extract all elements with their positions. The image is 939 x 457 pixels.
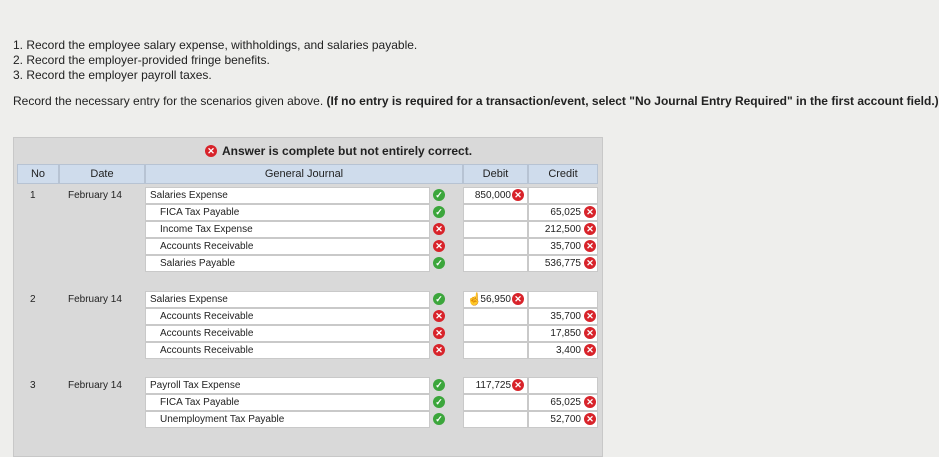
account-field[interactable]: FICA Tax Payable	[145, 204, 430, 221]
entry-number: 2	[30, 294, 36, 305]
incorrect-icon: ✕	[584, 310, 596, 322]
entry-number: 1	[30, 190, 36, 201]
incorrect-icon: ✕	[512, 189, 524, 201]
credit-field[interactable]: 65,025	[528, 394, 598, 411]
account-field[interactable]: Unemployment Tax Payable	[145, 411, 430, 428]
debit-field[interactable]	[463, 411, 528, 428]
account-field[interactable]: Accounts Receivable	[145, 238, 430, 255]
account-field[interactable]: Income Tax Expense	[145, 221, 430, 238]
correct-icon: ✓	[433, 206, 445, 218]
account-field[interactable]: Accounts Receivable	[145, 325, 430, 342]
col-header-no: No	[17, 164, 59, 184]
credit-field[interactable]: 212,500	[528, 221, 598, 238]
correct-icon: ✓	[433, 257, 445, 269]
correct-icon: ✓	[433, 396, 445, 408]
incorrect-icon: ✕	[433, 240, 445, 252]
debit-field[interactable]	[463, 325, 528, 342]
incorrect-icon: ✕	[584, 344, 596, 356]
credit-field[interactable]	[528, 291, 598, 308]
credit-field[interactable]: 17,850	[528, 325, 598, 342]
debit-field[interactable]	[463, 255, 528, 272]
entry-number: 3	[30, 380, 36, 391]
incorrect-icon: ✕	[433, 327, 445, 339]
credit-field[interactable]	[528, 377, 598, 394]
credit-field[interactable]	[528, 187, 598, 204]
debit-field[interactable]	[463, 308, 528, 325]
correct-icon: ✓	[433, 189, 445, 201]
prompt-text: Record the necessary entry for the scenarios given above.	[13, 94, 327, 108]
status-text: Answer is complete but not entirely correct.	[222, 144, 473, 158]
account-field[interactable]: FICA Tax Payable	[145, 394, 430, 411]
account-field[interactable]: Salaries Expense	[145, 187, 430, 204]
entry-date: February 14	[68, 190, 122, 201]
answer-status	[205, 144, 472, 158]
debit-field[interactable]: 850,000	[463, 187, 528, 204]
entry-prompt	[13, 94, 939, 109]
correct-icon: ✓	[433, 379, 445, 391]
credit-field[interactable]: 35,700	[528, 238, 598, 255]
debit-field[interactable]	[463, 221, 528, 238]
incorrect-icon: ✕	[584, 240, 596, 252]
instructions	[13, 38, 417, 83]
incorrect-icon: ✕	[584, 257, 596, 269]
col-header-debit: Debit	[463, 164, 528, 184]
incorrect-icon: ✕	[584, 206, 596, 218]
account-field[interactable]: Salaries Payable	[145, 255, 430, 272]
incorrect-icon: ✕	[433, 344, 445, 356]
debit-field[interactable]: 117,725	[463, 377, 528, 394]
incorrect-icon: ✕	[512, 379, 524, 391]
col-header-date: Date	[59, 164, 145, 184]
instruction-1: 1. Record the employee salary expense, withholdings, and salaries payable.	[13, 38, 418, 52]
prompt-bold: (If no entry is required for a transaction/event, select "No Journal Entry Required" in the first account field.)	[326, 94, 939, 108]
col-header-credit: Credit	[528, 164, 598, 184]
incorrect-icon: ✕	[512, 293, 524, 305]
incorrect-icon: ✕	[584, 396, 596, 408]
entry-date: February 14	[68, 294, 122, 305]
debit-field[interactable]	[463, 342, 528, 359]
debit-field[interactable]	[463, 238, 528, 255]
col-header-journal: General Journal	[145, 164, 463, 184]
account-field[interactable]: Accounts Receivable	[145, 342, 430, 359]
account-field[interactable]: Salaries Expense	[145, 291, 430, 308]
debit-field[interactable]	[463, 394, 528, 411]
incorrect-icon: ✕	[433, 310, 445, 322]
credit-field[interactable]: 52,700	[528, 411, 598, 428]
entry-date: February 14	[68, 380, 122, 391]
correct-icon: ✓	[433, 413, 445, 425]
incorrect-icon: ✕	[433, 223, 445, 235]
debit-field[interactable]: 56,950	[463, 291, 528, 308]
account-field[interactable]: Accounts Receivable	[145, 308, 430, 325]
incorrect-icon: ✕	[584, 327, 596, 339]
hand-cursor-icon: ☝	[467, 292, 482, 306]
credit-field[interactable]: 65,025	[528, 204, 598, 221]
debit-field[interactable]	[463, 204, 528, 221]
credit-field[interactable]: 3,400	[528, 342, 598, 359]
incorrect-icon: ✕	[584, 413, 596, 425]
incorrect-icon: ✕	[584, 223, 596, 235]
account-field[interactable]: Payroll Tax Expense	[145, 377, 430, 394]
incorrect-icon: ✕	[205, 145, 217, 157]
credit-field[interactable]: 35,700	[528, 308, 598, 325]
instruction-2: 2. Record the employer-provided fringe benefits.	[13, 53, 270, 67]
credit-field[interactable]: 536,775	[528, 255, 598, 272]
instruction-3: 3. Record the employer payroll taxes.	[13, 68, 212, 82]
correct-icon: ✓	[433, 293, 445, 305]
